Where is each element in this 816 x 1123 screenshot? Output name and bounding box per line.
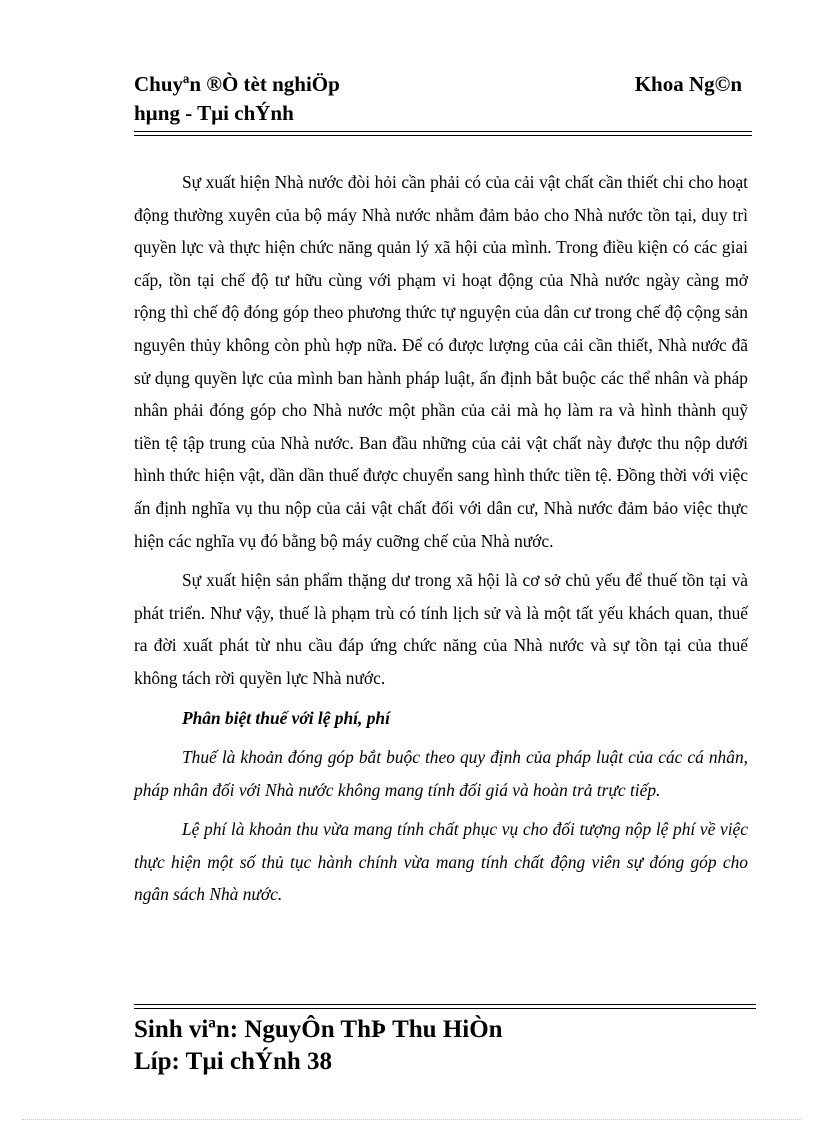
section-heading: Phân biệt thuế với lệ phí, phí: [182, 707, 390, 728]
page-footer: [134, 1014, 754, 1078]
page-header: [134, 70, 754, 128]
header-rule-top: [134, 131, 752, 132]
document-body: [134, 166, 748, 918]
footer-rule-bottom: [134, 1008, 756, 1009]
header-faculty: Khoa Ng©n: [634, 72, 742, 96]
footer-class: Líp: Tµi chÝnh 38: [134, 1048, 333, 1075]
body-paragraph: Sự xuất hiện sản phẩm thặng dư trong xã hội là cơ sở chủ yếu để thuế tồn tại và phát triển. Như vậy, thuế là phạm trù có tính lịch sử và là một tất yếu khách quan, thuế ra đời xuất phát từ nhu cầu đáp ứng chức năng của Nhà nước và sự tồn tại của thuế không tách rời quyền lực Nhà nước.: [134, 570, 748, 688]
italic-paragraph: Lệ phí là khoản thu vừa mang tính chất phục vụ cho đối tượng nộp lệ phí về việc thực hiện một số thủ tục hành chính vừa mang tính chất động viên sự đóng góp cho ngân sách Nhà nước.: [134, 819, 748, 905]
page-bottom-divider: [22, 1119, 802, 1120]
header-title-line1: Chuyªn ®Ò tèt nghiÖp: [134, 72, 340, 96]
footer-student-name: Sinh viªn: NguyÔn ThÞ Thu HiÒn: [134, 1016, 503, 1043]
header-title-line2: hµng - Tµi chÝnh: [134, 101, 294, 125]
header-rule-bottom: [134, 135, 752, 136]
footer-rule-top: [134, 1004, 756, 1005]
body-paragraph: Sự xuất hiện Nhà nước đòi hỏi cần phải có của cải vật chất cần thiết chi cho hoạt động thường xuyên của bộ máy Nhà nước nhằm đảm bảo cho Nhà nước tồn tại, duy trì quyền lực và thực hiện chức năng quản lý xã hội của mình. Trong điều kiện có các giai cấp, tồn tại chế độ tư hữu cùng với phạm vi hoạt động của Nhà nước ngày càng mở rộng thì chế độ đóng góp theo phương thức tự nguyện của dân cư trong chế độ cộng sản nguyên thủy không còn phù hợp nữa. Để có được lượng của cải cần thiết, Nhà nước đã sử dụng quyền lực của mình ban hành pháp luật, ấn định bắt buộc các thể nhân và pháp nhân phải đóng góp cho Nhà nước một phần của cải mà họ làm ra và hình thành quỹ tiền tệ tập trung của Nhà nước. Ban đầu những của cải vật chất này được thu nộp dưới hình thức hiện vật, dần dần thuế được chuyển sang hình thức tiền tệ. Đồng thời với việc ấn định nghĩa vụ thu nộp của cải vật chất đối với dân cư, Nhà nước đảm bảo việc thực hiện các nghĩa vụ đó bằng bộ máy cuỡng chế của Nhà nước.: [134, 172, 748, 551]
italic-paragraph: Thuế là khoản đóng góp bắt buộc theo quy định của pháp luật của các cá nhân, pháp nhân đối với Nhà nước không mang tính đối giá và hoàn trả trực tiếp.: [134, 747, 748, 800]
